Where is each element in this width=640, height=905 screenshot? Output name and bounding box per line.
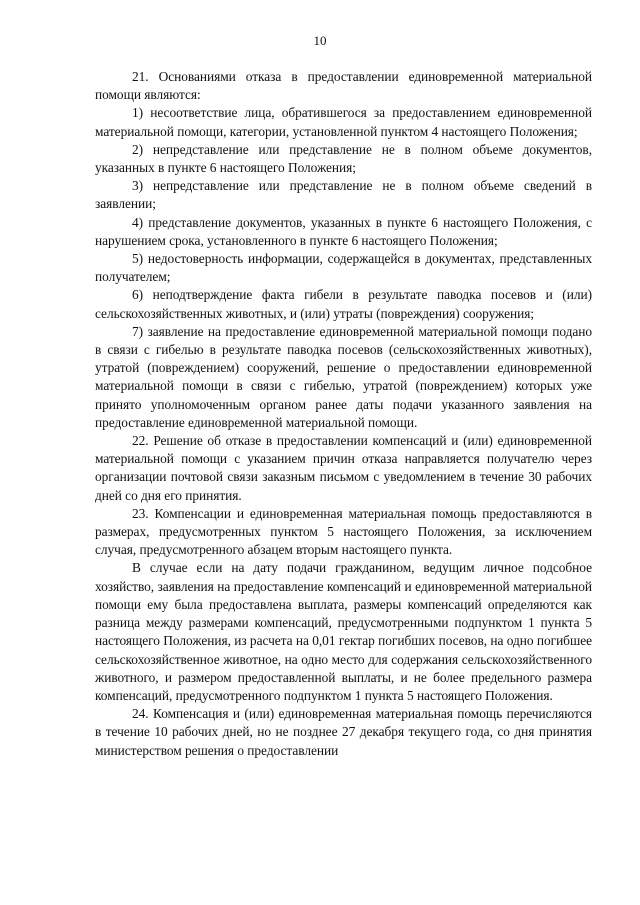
paragraph: 1) несоответствие лица, обратившегося за предоставлением единовременной материальной помощи, категории, установленной пунктом 4 настоящего Положения; (95, 105, 592, 139)
paragraph: 3) непредставление или представление не в полном объеме сведений в заявлении; (95, 178, 592, 212)
paragraph: 7) заявление на предоставление единовременной материальной помощи подано в связи с гибелью в результате паводка посевов (сельскохозяйственных животных), утратой (повреждением) сооружений, решение о предоставлении единовременной материальной помощи в связи с гибелью, утратой (повреждением) которых уже принято уполномоченным органом ранее даты подачи указанного заявления на предоставление единовременной материальной помощи. (95, 323, 592, 430)
paragraph: 2) непредставление или представление не в полном объеме документов, указанных в пункте 6 настоящего Положения; (95, 141, 592, 176)
paragraph: 23. Компенсации и единовременная материальная помощь предоставляются в размерах, предусмотренных пунктом 5 настоящего Положения, за исключением случая, предусмотренного абзацем вторым настоящего пункта. (95, 505, 592, 558)
paragraph: 5) недостоверность информации, содержащейся в документах, представленных получателем; (95, 251, 592, 285)
document-body (95, 68, 592, 760)
paragraph: 6) неподтверждение факта гибели в результате паводка посевов и (или) сельскохозяйственных животных, и (или) утраты (повреждения) сооружения; (95, 287, 592, 321)
paragraph: 21. Основаниями отказа в предоставлении единовременной материальной помощи являются: (95, 69, 592, 103)
page-number: 10 (313, 33, 327, 48)
paragraph: В случае если на дату подачи гражданином, ведущим личное подсобное хозяйство, заявления на предоставление компенсаций и единовременной материальной помощи ему была предоставлена выплата, размеры компенсаций определяются как разница между размерами компенсаций, предусмотренными подпунктом 1 пункта 5 настоящего Положения, из расчета на 0,01 гектар погибших посевов, на одно погибшее сельскохозяйственное животное, на одно место для содержания сельскохозяйственного животного, и размером предоставленной выплаты, и не более предельного размера компенсаций, предусмотренного подпунктом 1 пункта 5 настоящего Положения. (95, 560, 592, 703)
paragraph: 4) представление документов, указанных в пункте 6 настоящего Положения, с нарушением срока, установленного в пункте 6 настоящего Положения; (95, 214, 592, 248)
paragraph: 22. Решение об отказе в предоставлении компенсаций и (или) единовременной материальной помощи с указанием причин отказа направляется получателю через организации почтовой связи заказным письмом с уведомлением в течение 30 рабочих дней со дня его принятия. (95, 433, 592, 503)
paragraph: 24. Компенсация и (или) единовременная материальная помощь перечисляются в течение 10 рабочих дней, но не позднее 27 декабря текущего года, со дня принятия министерством решения о предоставлении (95, 706, 592, 758)
